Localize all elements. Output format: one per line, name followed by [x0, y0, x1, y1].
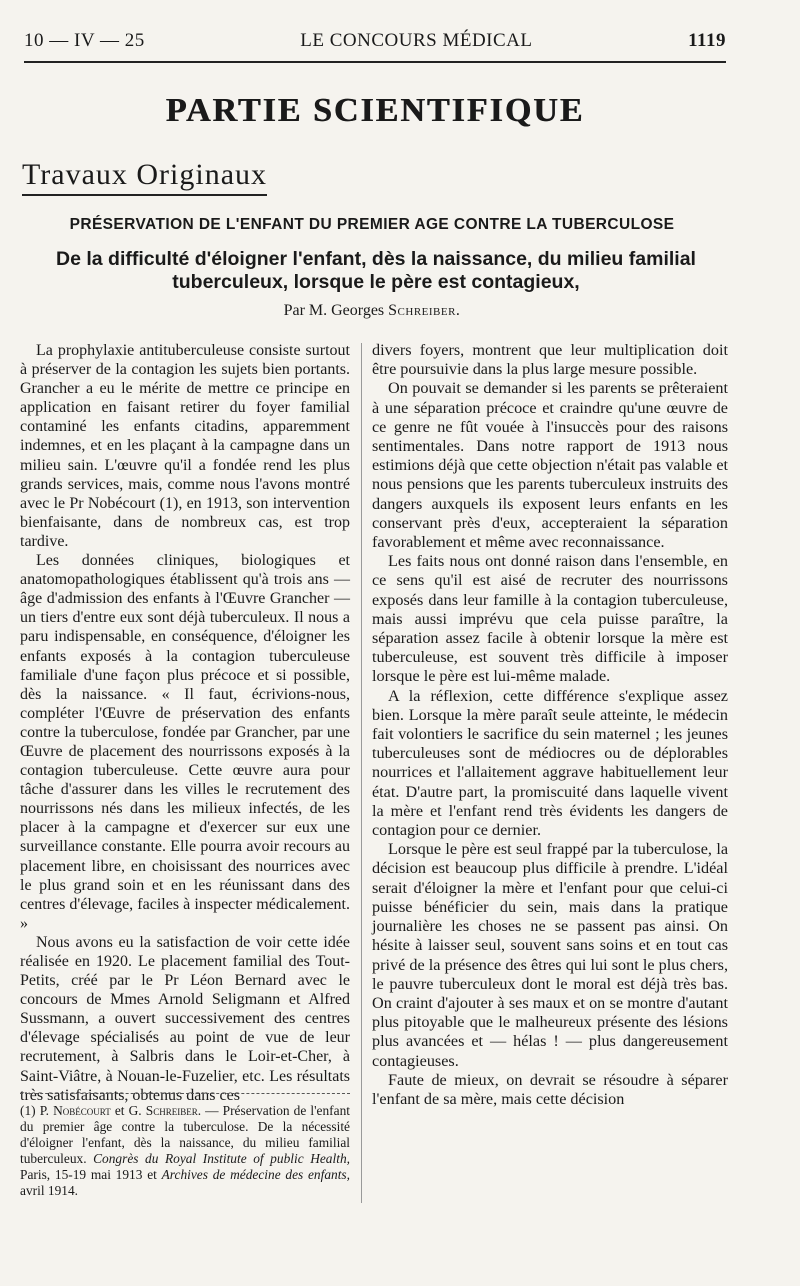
right-column	[372, 341, 728, 1109]
footnote-author: P. Nobécourt	[39, 1103, 111, 1118]
footnote	[20, 1103, 350, 1199]
footnote-marker: (1)	[20, 1103, 40, 1118]
paragraph: A la réflexion, cette différence s'explique assez bien. Lorsque la mère paraît seule atteinte, le médecin fait volontiers le sacrifice du sein maternel ; les jeunes tuberculeuses sont de médiocres ou de déplorables nourrices et l'allaitement aggrave habituellement leur état. D'autre part, la promiscuité dans laquelle vivent la mère et l'enfant rend très évidents les dangers de contagion pour ce dernier.	[372, 686, 728, 840]
issue-date: 10 — IV — 25	[24, 30, 145, 51]
subtitle-line: De la difficulté d'éloigner l'enfant, dès la naissance, du milieu familial	[56, 248, 696, 270]
column-divider	[361, 343, 362, 1203]
footnote-author: Schreiber.	[145, 1103, 202, 1118]
header-rule	[24, 61, 726, 63]
footnote-source: Congrès du Royal Institute of public Health,	[93, 1151, 350, 1166]
byline	[0, 302, 744, 320]
footnote-source: Archives de médecine des enfants,	[161, 1167, 350, 1182]
footnote-text: Paris, 15-19 mai 1913 et	[20, 1167, 162, 1182]
subtitle-line: tuberculeux, lorsque le père est contagieux,	[172, 271, 580, 293]
rubric-heading: Travaux Originaux	[22, 158, 267, 196]
paragraph: Les faits nous ont donné raison dans l'ensemble, en ce sens qu'il est aisé de recruter des nourrissons exposés dans leur famille à la contagion tuberculeuse, mais aussi imprévu que cela puisse paraître, la séparation assez facile à obtenir lorsque la mère est tuberculeuse, est souvent très difficile à imposer lorsque le père est lui-même malade.	[372, 552, 728, 686]
page-number: 1119	[688, 30, 726, 51]
paragraph: On pouvait se demander si les parents se prêteraient à une séparation précoce et craindre qu'une œuvre de ce genre ne fût vouée à l'insuccès pour des raisons sentimentales. Dans notre rapport de 1913 nous estimions déjà que cette objection n'était pas valable et nous pensions que les parents tuberculeux instruits des dangers auxquels ils exposent leurs enfants en les conservant près d'eux, accepteraient la séparation favorablement et même avec reconnaissance.	[372, 379, 728, 552]
left-column	[20, 341, 350, 1105]
running-header	[24, 30, 726, 52]
byline-author: Schreiber.	[388, 302, 461, 319]
section-title: PARTIE SCIENTIFIQUE	[165, 92, 585, 129]
footnote-rule	[20, 1093, 350, 1094]
article-subtitle	[20, 248, 732, 294]
footnote-text: avril 1914.	[20, 1183, 79, 1198]
footnote-text: et G.	[110, 1103, 146, 1118]
paragraph: Lorsque le père est seul frappé par la tuberculose, la décision est beaucoup plus difficile à prendre. L'idéal serait d'éloigner la mère et l'enfant pour que celui-ci puisse bénéficier du sein, mais dans la pratique journalière les choses ne se passent pas ainsi. On hésite à laisser seul, souvent sans soins et en tout cas privé de la présence des êtres qui lui sont le plus chers, le pauvre tuberculeux dont le moral est déjà très bas. On craint d'ajouter à ses maux et on se montre d'autant plus pitoyable que le malheureux présente des lésions plus avancées et — hélas ! — plus dangereusement contagieuses.	[372, 840, 728, 1070]
article-title: PRÉSERVATION DE L'ENFANT DU PREMIER AGE CONTRE LA TUBERCULOSE	[69, 216, 675, 233]
paragraph: Faute de mieux, on devrait se résoudre à séparer l'enfant de sa mère, mais cette décision	[372, 1070, 728, 1108]
paragraph: Nous avons eu la satisfaction de voir cette idée réalisée en 1920. Le placement familial des Tout-Petits, créé par le Pr Léon Bernard avec le concours de Mmes Arnold Seligmann et Alfred Sussmann, a ouvert successivement des centres d'élevage spécialisés au point de vue de leur recrutement, à Salbris dans le Loir-et-Cher, à Saint-Viâtre, à Nouan-le-Fuzelier, etc. Les résultats très satisfaisants, obtenus dans ces	[20, 933, 350, 1104]
paragraph: Les données cliniques, biologiques et anatomopathologiques établissent qu'à trois ans — âge d'admission des enfants à l'Œuvre Grancher — un tiers d'entre eux sont déjà tuberculeux. Il nous a paru indispensable, en conséquence, d'éloigner les enfants exposés à la contagion tuberculeuse familiale d'une façon plus précoce et si possible, dès la naissance. « Il faut, écrivions-nous, compléter l'Œuvre de préservation des enfants contre la tuberculose, fondée par Grancher, par une Œuvre de placement des nourrissons exposés à la contagion tuberculeuse. Cette œuvre aura pour tâche d'assurer dans les villes le recrutement des nourrissons nés dans les milieux infectés, de les placer à la campagne et d'exercer sur eux une surveillance constante. Elle pourra avoir recours au placement libre, en choisissant des nourrices avec le plus grand soin et en les réunissant dans des centres d'élevage, faciles à inspecter médicalement. »	[20, 552, 350, 932]
paragraph: La prophylaxie antituberculeuse consiste surtout à préserver de la contagion les sujets bien portants. Grancher a eu le mérite de mettre ce principe en application en faisant retirer du foyer familial contaminé les enfants citadins, apparemment indemnes, et en les plaçant à la campagne dans un milieu sain. L'œuvre qu'il a fondée rend les plus grands services, mais, comme nous l'avons montré avec le Pr Nobécourt (1), en 1913, son intervention bienfaisante, dans de nombreux cas, est trop tardive.	[20, 342, 350, 550]
paragraph: divers foyers, montrent que leur multiplication doit être poursuivie dans la plus large mesure possible.	[372, 341, 728, 379]
footnote-text: — Préservation de l'enfant du premier âge contre la tuberculose. De la nécessité d'éloigner l'enfant, dès la naissance, du milieu familial tuberculeux.	[20, 1103, 350, 1166]
byline-prefix: Par M. Georges	[283, 302, 389, 319]
journal-name: LE CONCOURS MÉDICAL	[300, 30, 533, 51]
